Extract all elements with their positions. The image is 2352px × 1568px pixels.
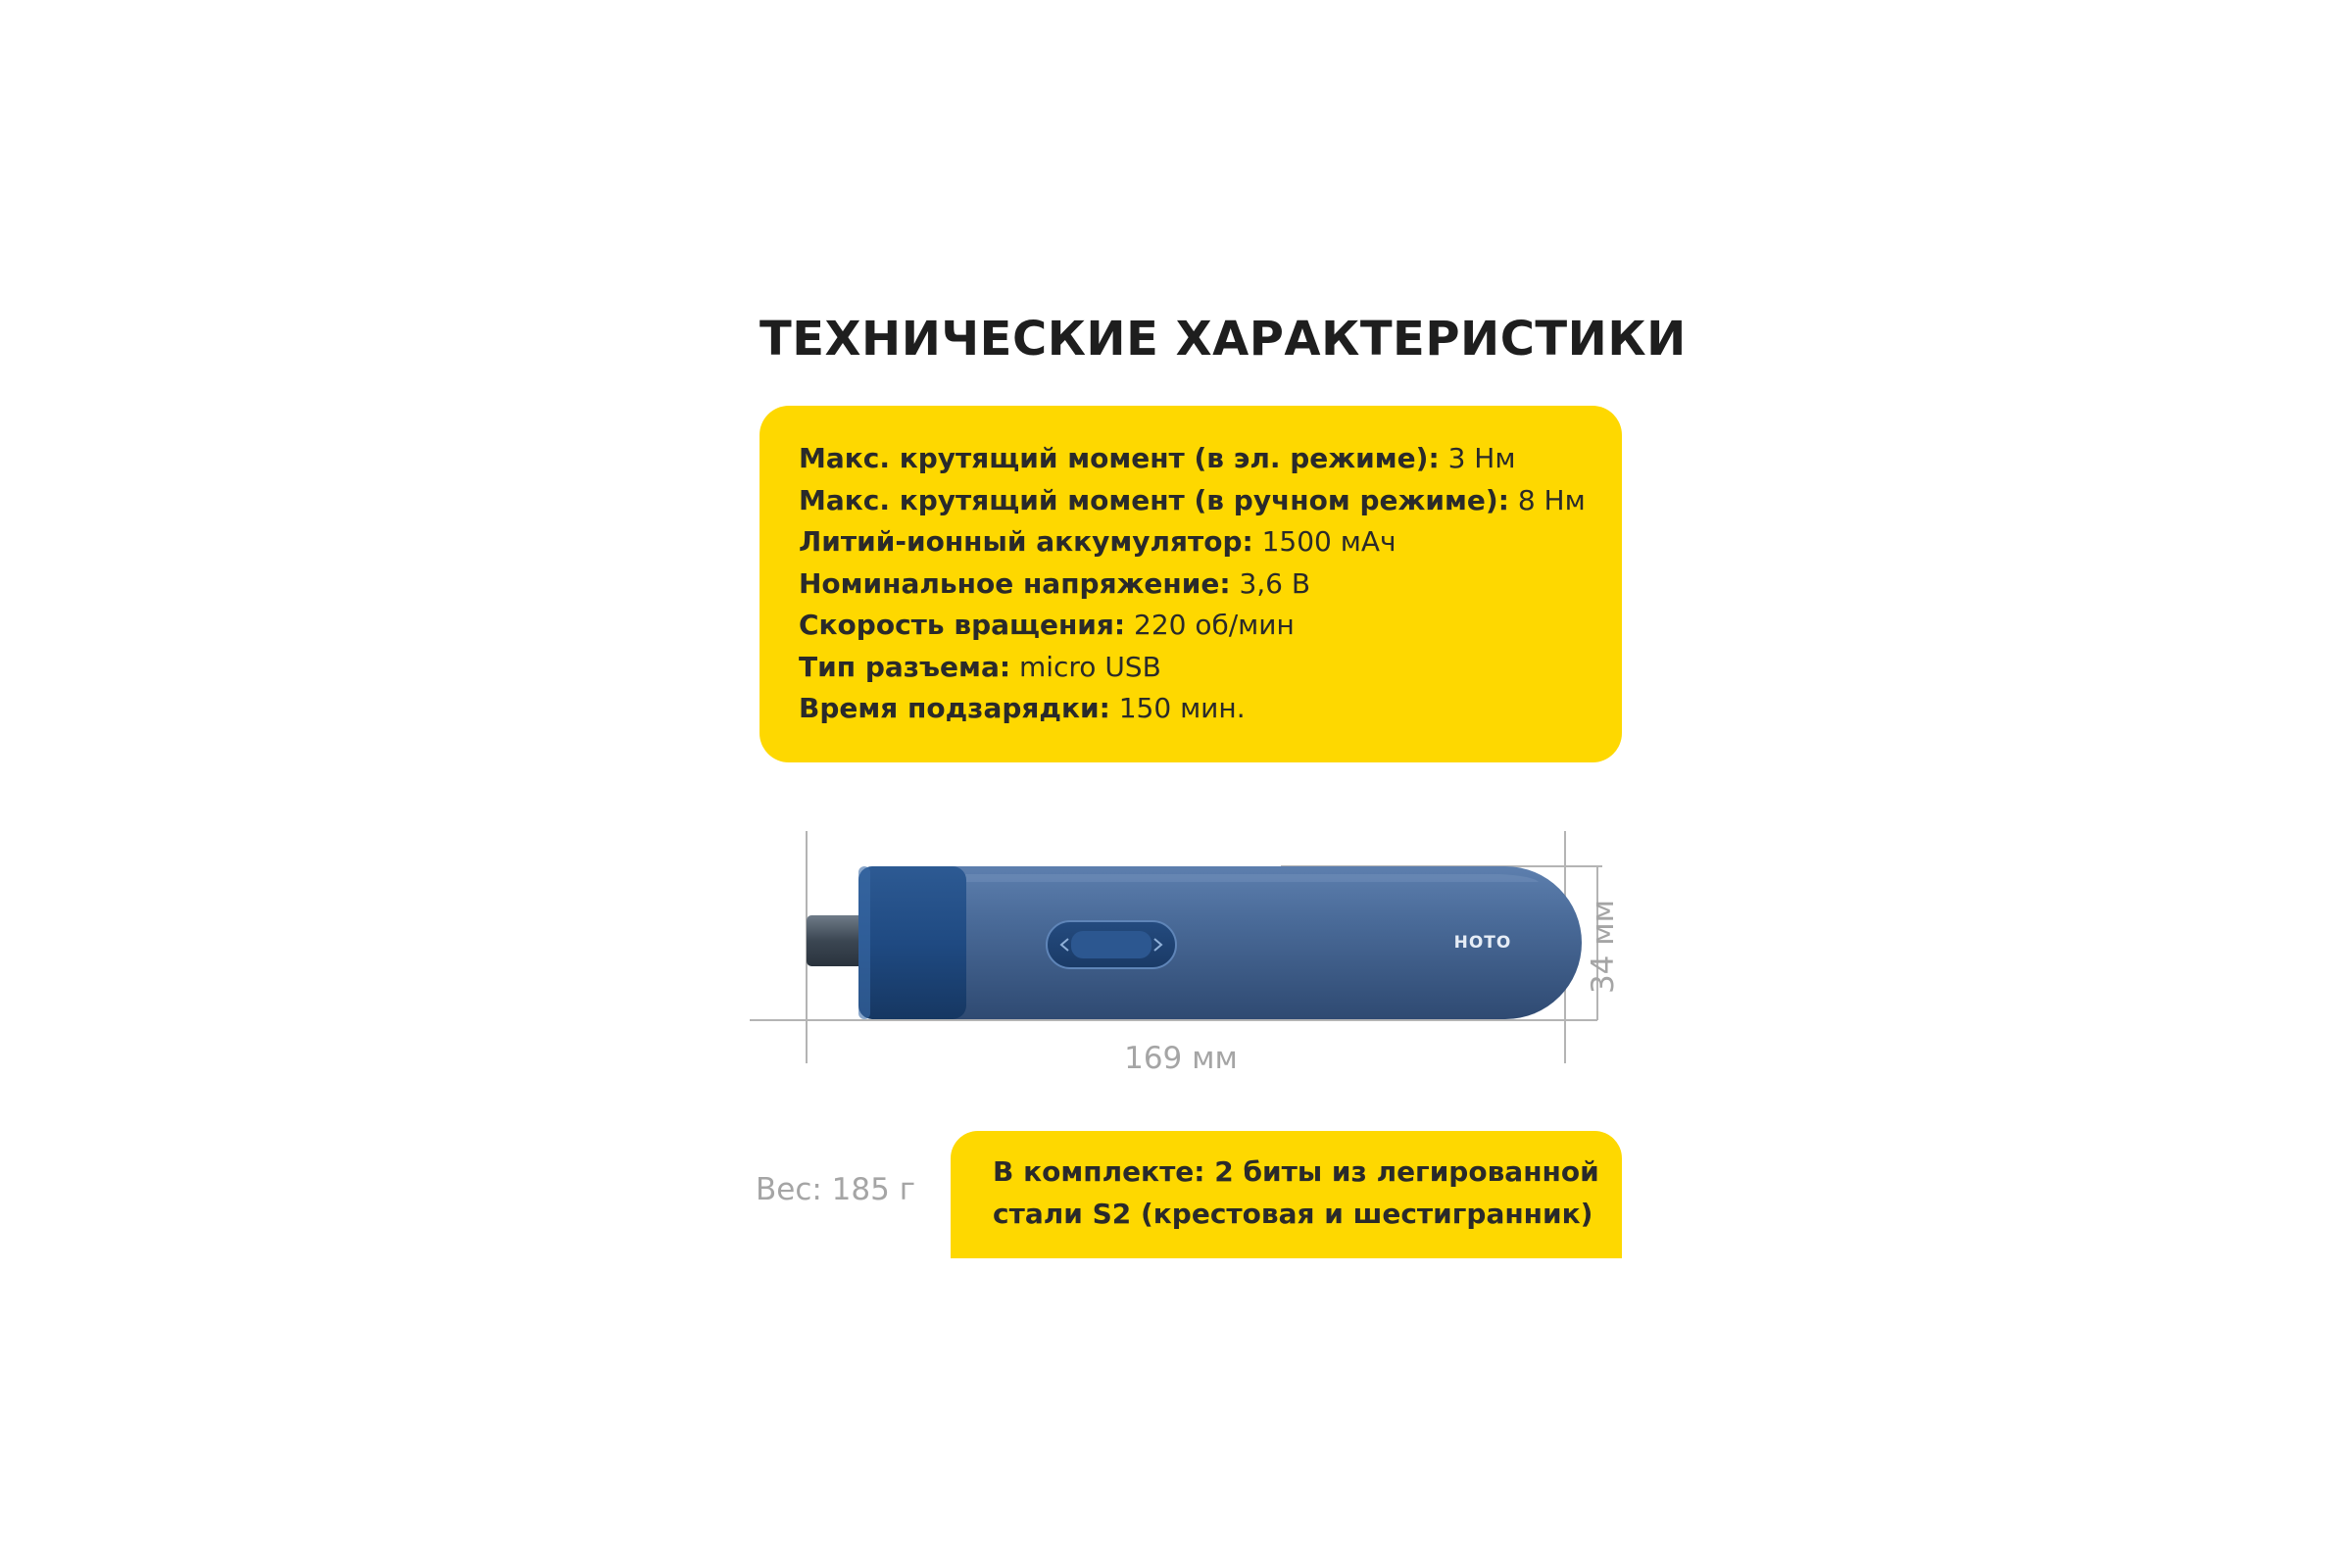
spec-value: micro USB (1018, 650, 1161, 683)
specs-card (760, 406, 1622, 762)
page-title: ТЕХНИЧЕСКИЕ ХАРАКТЕРИСТИКИ (760, 312, 1687, 367)
spec-value: 3,6 В (1239, 566, 1311, 600)
screwdriver-illustration (745, 823, 1627, 1078)
spec-row (799, 521, 1622, 564)
spec-value: 3 Нм (1447, 442, 1516, 474)
brand-logo: HOTO (1453, 933, 1512, 953)
bit-shaft (807, 915, 867, 966)
weight-label: Вес: 185 г (756, 1172, 915, 1207)
switch-center (1071, 931, 1152, 958)
spec-row (799, 605, 1622, 647)
spec-value: 8 Нм (1517, 483, 1586, 516)
spec-value: 1500 мАч (1261, 525, 1396, 558)
spec-value: 150 мин. (1118, 692, 1246, 724)
spec-label: Номинальное напряжение: (799, 566, 1231, 600)
spec-value: 220 об/мин (1134, 609, 1295, 641)
device-collar (858, 866, 966, 1019)
spec-row (799, 480, 1622, 522)
spec-label: Литий-ионный аккумулятор: (799, 525, 1253, 558)
kit-line: стали S2 (крестовая и шестигранник) (993, 1198, 1593, 1230)
spec-row (799, 647, 1622, 689)
height-dimension-text: 34 мм (1586, 899, 1621, 995)
body-highlight (965, 874, 1539, 882)
width-dimension-label: 169 мм (1124, 1041, 1238, 1076)
spec-label: Тип разъема: (799, 650, 1011, 683)
kit-line: В комплекте: 2 биты из легированной (993, 1155, 1599, 1188)
spec-label: Время подзарядки: (799, 692, 1110, 724)
spec-label: Макс. крутящий момент (в ручном режиме): (799, 483, 1509, 516)
kit-card (951, 1131, 1622, 1258)
spec-row (799, 564, 1622, 606)
spec-label: Скорость вращения: (799, 609, 1126, 641)
spec-row (799, 438, 1622, 480)
spec-label: Макс. крутящий момент (в эл. режиме): (799, 442, 1440, 474)
spec-row (799, 688, 1622, 730)
collar-edge (858, 866, 870, 1019)
